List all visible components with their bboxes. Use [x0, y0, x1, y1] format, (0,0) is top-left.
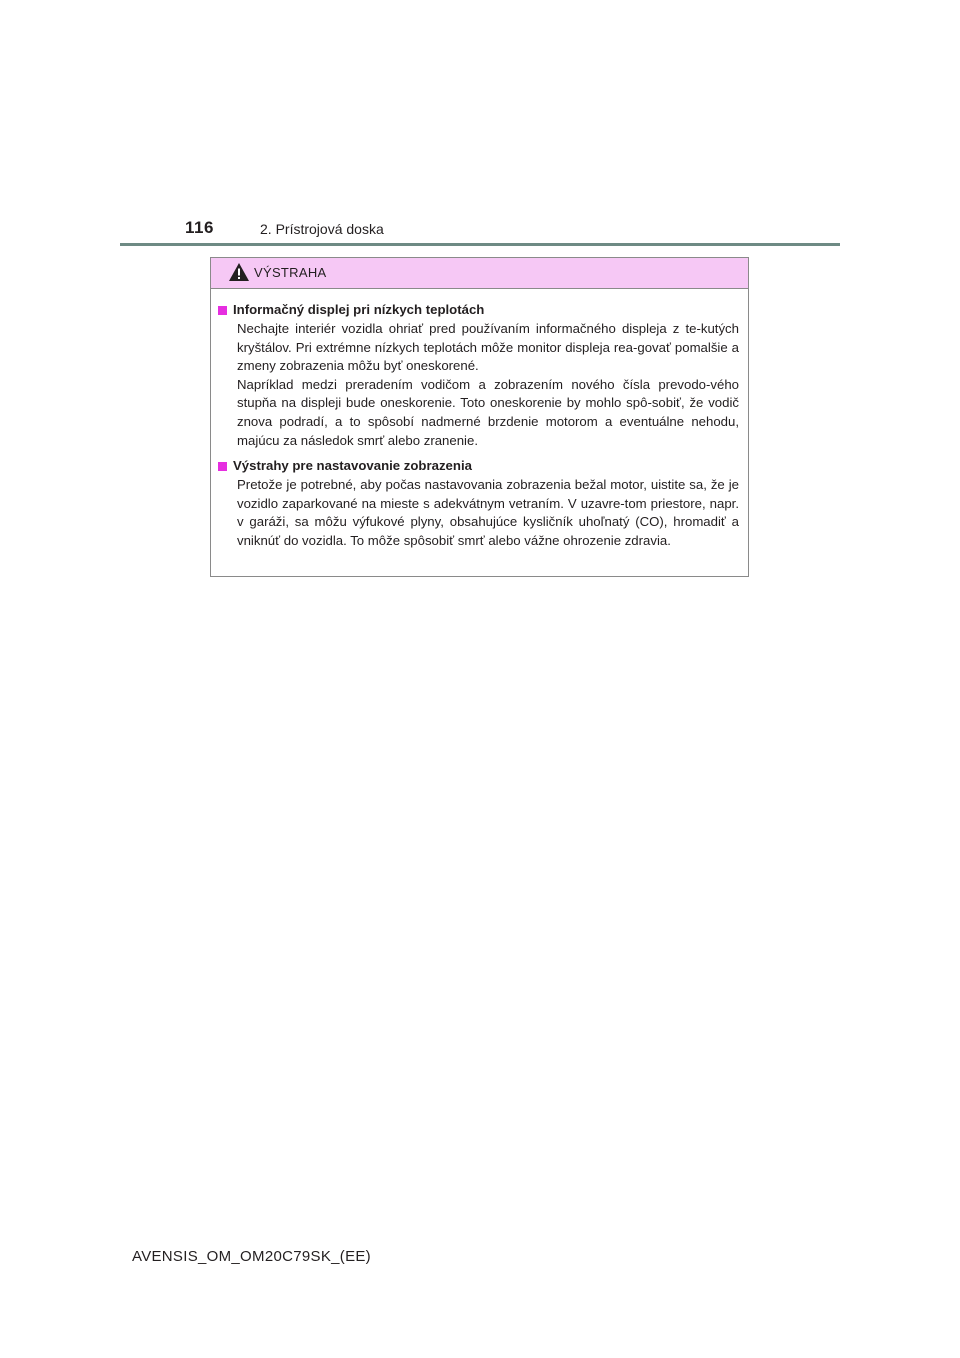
page-number: 116 [185, 218, 214, 237]
item-heading [218, 456, 739, 476]
warning-title: VÝSTRAHA [254, 265, 327, 280]
warning-item [218, 300, 739, 450]
header-rule [120, 243, 840, 246]
footer-document-code: AVENSIS_OM_OM20C79SK_(EE) [132, 1248, 371, 1265]
bullet-square-icon [218, 306, 227, 315]
warning-body [211, 289, 748, 551]
item-heading-text: Informačný displej pri nízkych teplotách [233, 302, 485, 317]
item-paragraph: Napríklad medzi preradením vodičom a zobrazením nového čísla prevodo-vého stupňa na displeji bude oneskorenie. Toto oneskorenie by mohlo spô-sobiť, že vodič znova podradí, a to spôsobí nadmerné brzdenie motorom a eventuálne nehodu, majúcu za následok smrť alebo zranenie. [237, 376, 739, 448]
bullet-square-icon [218, 462, 227, 471]
item-heading-text: Výstrahy pre nastavovanie zobrazenia [233, 458, 472, 474]
warning-box [210, 257, 749, 577]
warning-header [211, 258, 748, 289]
section-title: 2. Prístrojová doska [260, 221, 384, 237]
item-paragraph: Nechajte interiér vozidla ohriať pred používaním informačného displeja z te-kutých kryštálov. Pri extrémne nízkych teplotách môže monitor displeja rea-govať pomalšie a zmeny zobrazenia môžu byť oneskorené. [237, 321, 739, 374]
item-heading [218, 300, 739, 320]
item-paragraph: Pretože je potrebné, aby počas nastavovania zobrazenia bežal motor, uistite sa, že je vozidlo zaparkované na mieste s adekvátnym vetraním. V uzavre-tom priestore, napr. v garáži, sa môžu výfukové plyny, obsahujúce kysličník uhoľnatý (CO), hromadiť a vniknúť do vozidla. To môže spôsobiť smrť alebo vážne ohrozenie zdravia. [237, 477, 739, 548]
warning-triangle-icon [228, 262, 250, 282]
warning-item [218, 456, 739, 550]
